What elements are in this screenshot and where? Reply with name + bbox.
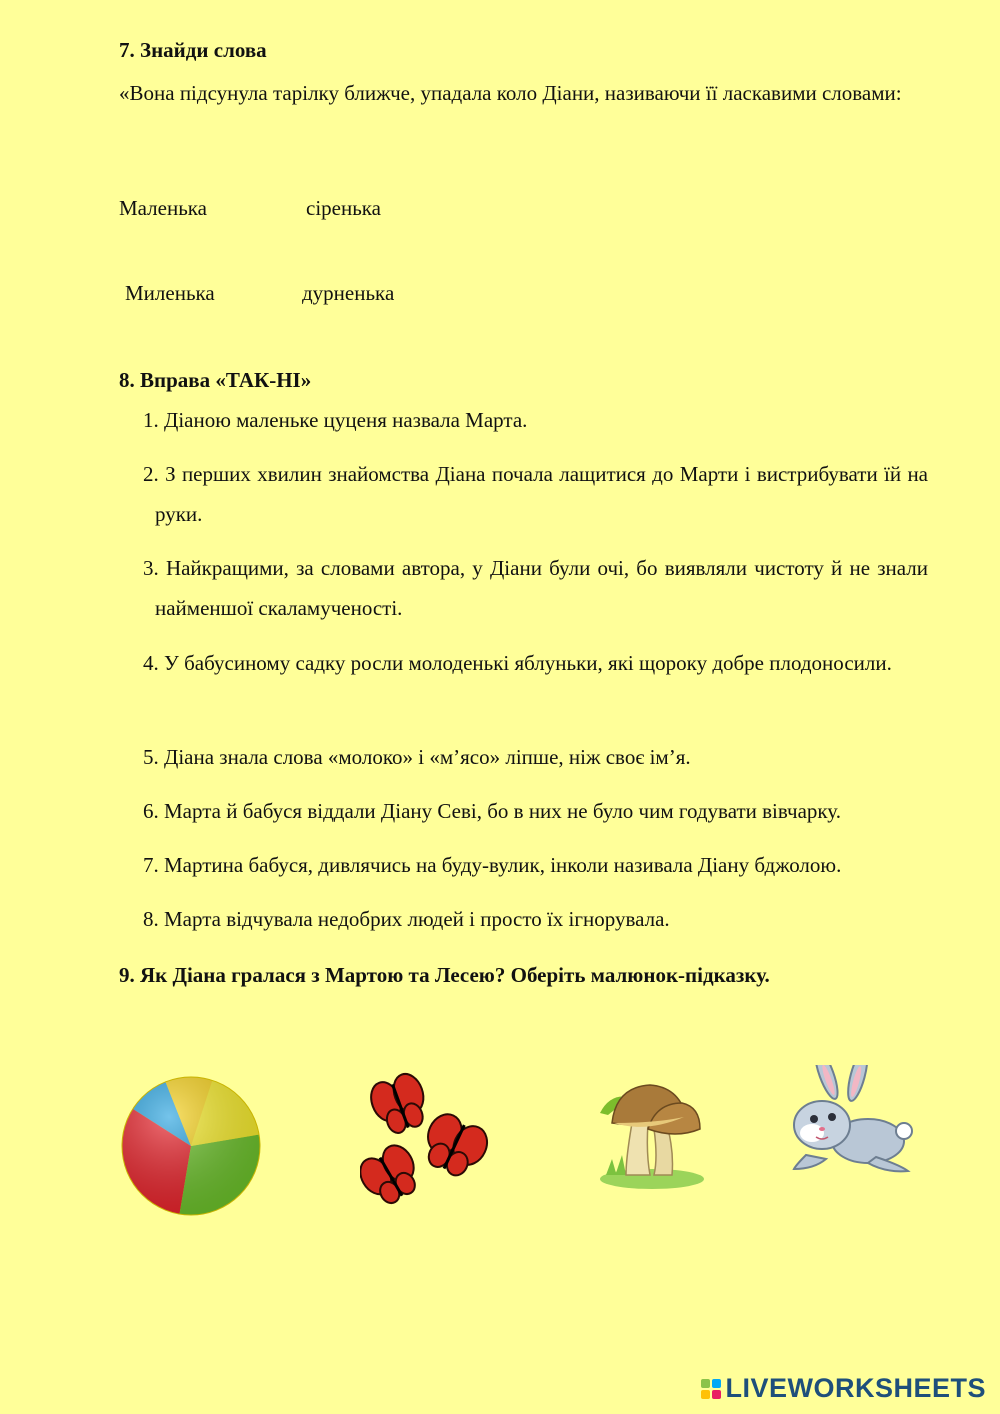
word-mylenka[interactable]: Миленька — [125, 281, 215, 305]
tak-ni-item-4-text: 4. У бабусиному садку росли молоденькі яблуньки, які щороку добре плодоносили. — [143, 651, 892, 675]
butterflies-icon[interactable] — [360, 1070, 505, 1210]
tak-ni-item-8[interactable]: 8. Марта відчувала недобрих людей і просто їх ігнорувала. — [143, 907, 670, 931]
liveworksheets-logo-text: LIVEWORKSHEETS — [725, 1373, 986, 1403]
section-8-title: 8. Вправа «ТАК-НІ» — [119, 368, 312, 392]
tak-ni-item-2-text: 2. З перших хвилин знайомства Діана почала лащитися до Марти і вистрибувати їй на руки. — [143, 462, 928, 526]
tak-ni-item-3-text: 3. Найкращими, за словами автора, у Діани були очі, бо виявляли чистоту й не знали найменшої скаламученості. — [143, 556, 928, 620]
mushroom-icon[interactable] — [596, 1063, 708, 1191]
tak-ni-item-7[interactable]: 7. Мартина бабуся, дивлячись на буду-вулик, інколи називала Діану бджолою. — [143, 853, 842, 877]
tak-ni-item-2[interactable] — [143, 454, 928, 534]
tak-ni-item-5[interactable]: 5. Діана знала слова «молоко» і «м’ясо» ліпше, ніж своє ім’я. — [143, 745, 691, 769]
tak-ni-item-3[interactable] — [143, 548, 928, 628]
word-durnenka[interactable]: дурненька — [302, 281, 395, 305]
word-sirenka[interactable]: сіренька — [306, 196, 381, 220]
liveworksheets-logo-icon — [701, 1379, 721, 1399]
liveworksheets-logo — [701, 1373, 986, 1404]
section-9-title: 9. Як Діана гралася з Мартою та Лесею? Оберіть малюнок-підказку. — [119, 963, 770, 987]
word-malenka[interactable]: Маленька — [119, 196, 207, 220]
section-7-title: 7. Знайди слова — [119, 38, 267, 62]
rabbit-icon[interactable] — [790, 1065, 915, 1177]
section-7-quote: «Вона підсунула тарілку ближче, упадала коло Діани, називаючи її ласкавими словами: — [119, 81, 902, 105]
ball-icon[interactable] — [118, 1073, 264, 1219]
tak-ni-item-6[interactable]: 6. Марта й бабуся віддали Діану Севі, бо в них не було чим годувати вівчарку. — [143, 799, 841, 823]
tak-ni-item-1[interactable]: 1. Діаною маленьке цуценя назвала Марта. — [143, 408, 528, 432]
tak-ni-item-4[interactable] — [143, 643, 928, 683]
